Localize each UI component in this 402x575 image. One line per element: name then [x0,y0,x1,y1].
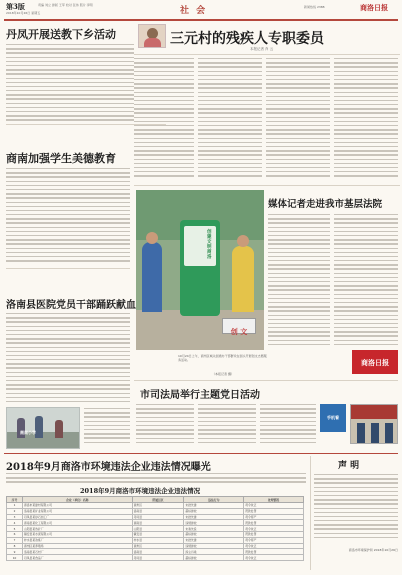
article-6-photo [350,404,398,444]
ad-box-2 [320,404,346,432]
col-header-no: 序号 [7,497,23,503]
table-cell: 责令停产 [244,537,304,543]
table-cell: 未批先建 [184,514,244,520]
table-cell: 丹凤县 [132,555,184,561]
col-header-violation: 违法行为 [184,497,244,503]
table-cell: 违规排放 [184,543,244,549]
article-2-body-col4 [334,58,398,182]
table-cell: 未验先投 [184,526,244,532]
table-cell: 3 [7,514,23,520]
table-cell: 罚款处罚 [244,549,304,555]
table-cell: 商州区 [132,543,184,549]
table-cell: 山阳县某选矿厂 [22,526,132,532]
article-2-body-col2 [198,58,262,182]
article-5-body-tail [84,408,130,448]
article-6-body-col2 [198,404,256,448]
table-cell: 8 [7,543,23,549]
table-cell: 责令改正 [244,555,304,561]
main-photo-caption: 10月24日上午，商州区城关街道办干部群众在街头开展创文志愿服务活动。 [178,354,267,362]
table-cell: 洛南县某石材厂 [22,549,132,555]
table-cell: 未批先建 [184,537,244,543]
header-rule [4,19,398,21]
table-title: 2018年9月商洛市环境违法企业违法情况 [80,487,201,495]
article-2-body-col1 [134,58,194,182]
col-header-company: 企业（单位）名称 [22,497,132,503]
table-cell: 责令改正 [244,503,304,509]
table-cell: 商南县某化工有限公司 [22,520,132,526]
table-cell: 商南县 [132,520,184,526]
article-5-body [6,313,130,405]
table-cell: 柞水县某冶炼厂 [22,537,132,543]
main-photo-credit: （本报记者 摄） [212,372,234,376]
article-6-title: 市司法局举行主题党日活动 [140,390,260,401]
table-cell: 超标排放 [184,531,244,537]
table-cell: 罚款处罚 [244,520,304,526]
table-cell: 5 [7,526,23,532]
ad-box-1 [352,350,398,374]
col-header-county: 所属县区 [132,497,184,503]
table-cell: 责令改正 [244,526,304,532]
article-5-photo [6,407,80,449]
page-header [4,2,398,18]
table-cell: 丹凤县 [132,514,184,520]
page-number: 第3版 [6,2,25,11]
table-cell: 1 [7,503,23,509]
recycle-bin-icon [180,220,220,316]
article-8-title: 声 明 [338,461,360,471]
table-cell: 超标排放 [184,555,244,561]
table-cell: 商洛市某建材有限公司 [22,503,132,509]
table-cell: 2 [7,508,23,514]
main-photo [136,190,264,350]
article-5-title: 洛南县医院党员干部踊跃献血 [6,300,136,311]
table-cell: 洛南县某矿业有限公司 [22,508,132,514]
table-cell: 镇安县某水泥有限公司 [22,531,132,537]
article-2-body-col3 [266,58,330,182]
editors-line: 责编 刘立 排版 王军 校对 张伟 照片 李明 [38,3,93,7]
table-cell: 责令停产 [244,514,304,520]
table-cell: 丹凤县某砂石加工厂 [22,514,132,520]
table-cell: 超标排放 [184,508,244,514]
table-cell: 山阳县 [132,526,184,532]
article-1-body [6,44,134,122]
table-cell: 扬尘污染 [184,549,244,555]
bin-slogan: 创建文明商洛 [207,230,212,260]
table-cell: 违规排放 [184,520,244,526]
table-body [7,503,304,561]
left-photo-caption: 商南小学 [20,430,36,435]
table-cell: 商州区 [132,503,184,509]
table-cell: 柞水县 [132,537,184,543]
col-header-action: 处理情况 [244,497,304,503]
table-cell: 6 [7,531,23,537]
section-title: 社 会 [180,6,208,16]
violations-table [6,496,304,561]
table-cell: 丹凤县某食品厂 [22,555,132,561]
article-1-photo [138,24,166,48]
table-cell: 洛南县 [132,549,184,555]
table-cell: 9 [7,549,23,555]
table-cell: 10 [7,555,23,561]
table-cell: 7 [7,537,23,543]
article-4-title: 媒体记者走进我市基层法院 [268,199,383,210]
notice-body [314,474,398,544]
table-cell: 镇安县 [132,531,184,537]
article-3-title: 商南加强学生美德教育 [6,152,116,165]
article-4-body-col2 [334,214,398,350]
article-4-body-col1 [268,214,330,350]
article-6-body-col1 [136,404,194,448]
notice-footer: 商洛市环境保护局 2018年10月26日 [348,548,398,552]
table-cell: 责令改正 [244,543,304,549]
table-cell: 4 [7,520,23,526]
edition-date: 2018年10月26日 星期五 [6,11,41,15]
masthead: 商洛日报 [360,3,388,12]
article-2-title: 三元村的残疾人专职委员 [170,31,324,47]
ad-1-text: 商洛日报 [361,358,389,367]
bottom-rule [4,453,398,454]
table-cell: 未批先建 [184,503,244,509]
article-7-title: 2018年9月商洛市环境违法企业违法情况曝光 [6,462,211,473]
cw-sign-text: 创 文 [230,328,248,336]
article-6-body-col3 [260,404,316,448]
table-row [7,555,304,561]
table-cell: 洛南县 [132,508,184,514]
article-2-byline: 本报记者 肖 云 [250,47,274,51]
table-cell: 罚款处罚 [244,508,304,514]
paper-code: 新闻热线 2388 [304,5,325,9]
article-7-intro [6,473,306,485]
table-cell: 罚款处罚 [244,531,304,537]
ad-2-text: 手机看 [327,415,339,420]
cw-sign [222,318,256,334]
table-cell: 商州区某养殖场 [22,543,132,549]
article-1-title: 丹凤开展送教下乡活动 [6,28,116,41]
article-3-body [6,168,130,264]
